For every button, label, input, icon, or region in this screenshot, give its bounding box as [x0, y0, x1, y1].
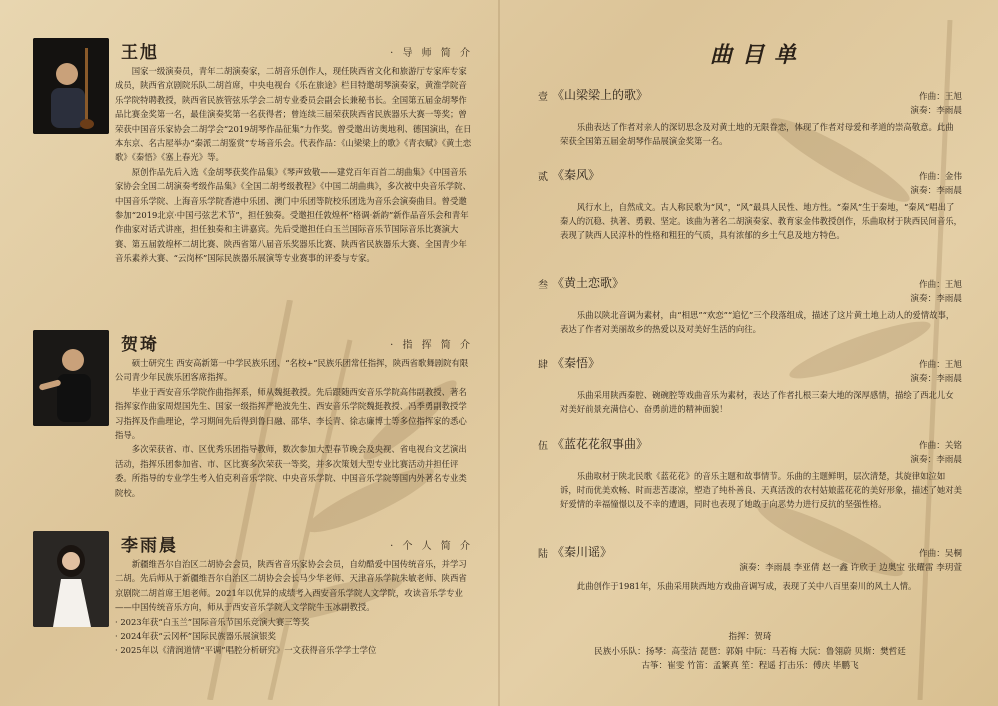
bio-paragraph: 硕士研究生 西安高新第一中学民族乐团、“名校+”民族乐团常任指挥，陕西省歌舞剧院有限公司青少年民族乐团客席指挥。 — [115, 358, 469, 383]
piece-meta — [910, 358, 962, 386]
piece-meta — [910, 90, 962, 118]
piece-description: 乐曲表达了作者对亲人的深切思念及对黄土地的无限眷恋，体现了作者对母爱和孝道的崇高敬意。此曲荣获全国第五届金胡琴作品展演金奖第一名。 — [560, 122, 954, 146]
program-piece — [538, 545, 962, 625]
bio-role: · 个 人 简 介 — [390, 541, 473, 552]
avatar-he-qi — [33, 330, 109, 426]
piece-number: 陆 — [538, 549, 548, 560]
piece-number: 肆 — [538, 360, 548, 371]
piece-description: 乐曲以陕北音调为素材，由“相思”“欢恋”“追忆”三个段落组成，描述了这片黄土地上动人的爱情故事，表达了作者对美丽故乡的热爱以及对美好生活的向往。 — [560, 310, 955, 334]
piece-performer: 演奏：李雨晨 — [910, 186, 962, 196]
piece-number: 叁 — [538, 280, 548, 291]
bio-paragraph: 新疆维吾尔自治区二胡协会会员，陕西省音乐家协会会员，自幼酷爱中国传统音乐，并学习二胡。先后师从于新疆维吾尔自治区二胡协会会长马少华老师、天津音乐学院朱敏老师、陕西省京剧院二胡首席王旭老师。2021年以优异的成绩考入西安音乐学院人文学院，攻读音乐学专业——中国传统音乐方向，师从于西安音乐学院人文学院牛玉冰副教授。 — [115, 559, 467, 613]
bio-role: · 指 挥 简 介 — [390, 340, 473, 351]
credit-conductor: 指挥：贺琦 — [728, 632, 772, 642]
piece-title: 《秦川谣》 — [552, 545, 613, 559]
program-piece — [538, 276, 962, 346]
piece-description: 此曲创作于1981年，乐曲采用陕西地方戏曲音调写成，表现了关中八百里秦川的风土人情。 — [576, 581, 917, 591]
credit-ensemble: 民族小乐队：扬琴：高莹洁 琵琶：郭娟 中阮：马若梅 大阮：鲁翎蔚 贝斯：樊哲廷 — [594, 646, 906, 657]
bio-paragraph: 原创作品先后入选《金胡琴获奖作品集》《琴声致敬——建党百年百首二胡曲集》《中国音乐家协会全国二胡演奏考级作品集》《全国二胡考级教程》《中国二胡曲典》，多次被中央音乐学院、中国音乐学院、上海音乐学院香港中乐团、澳门中乐团等院校乐团选为音乐会演奏曲目。曾受邀参加“2019北京·中国弓弦艺术节”，担任独奏。受邀担任敦煌杯“格调·新韵”新作品音乐会和青年作曲家对话式讲座，担任独奏和主讲嘉宾。先后受邀担任白玉兰国际音乐节国际音乐比赛演大赛、第五届敦煌杯二胡比赛、陕西省第八届音乐奖器乐比赛、陕西省民族器乐大赛、全国青少年音乐素养大赛、“云岗杯”国际民族器乐展演等专业赛事的评委与专家。 — [115, 166, 471, 264]
piece-number: 伍 — [538, 441, 548, 452]
piece-performer: 演奏：李雨晨 李亚倩 赵一鑫 许欣于 边奥宝 张耀雷 李玥萱 — [739, 563, 962, 573]
bio-he-qi — [33, 330, 473, 520]
piece-description: 乐曲取材于陕北民歌《蓝花花》的音乐主题和故事情节。乐曲的主题鲜明，层次清楚，其旋律如泣如诉，时而优美欢畅、时而悲苦凄凉，塑造了纯朴善良、天真活泼的农村姑娘蓝花花的美好形象，描述了她对美好爱情的幸福憧憬以及不幸的遭遇，同时也表现了她敢于向恶势力进行反抗的坚强性格。 — [560, 471, 962, 509]
bio-paragraph: 毕业于西安音乐学院作曲指挥系，师从魏挺教授。先后跟随西安音乐学院高伟副教授、著名指挥家作曲家周煜国先生、国家一级指挥严艳波先生、西安音乐学院魏挺教授、冯季勇副教授学习指挥及作曲理论，学习期间先后得到鲁日融、邵华、李长青、徐志廉博士等多位指挥家的悉心指导。 — [115, 386, 467, 441]
credits — [538, 630, 962, 674]
award-item: · 2025年以《清润道情“平调”唱腔分析研究》一文获得音乐学学士学位 — [115, 645, 377, 656]
piece-meta — [739, 547, 962, 575]
piece-composer: 作曲：王旭 — [919, 280, 962, 290]
program-piece — [538, 437, 962, 537]
bio-text — [115, 64, 473, 266]
piece-performer: 演奏：李雨晨 — [910, 455, 962, 465]
piece-composer: 作曲：吴桐 — [919, 549, 962, 559]
piece-title: 《山梁梁上的歌》 — [552, 88, 649, 102]
piece-title: 《秦悟》 — [552, 356, 601, 370]
piece-composer: 作曲：关铭 — [919, 441, 962, 451]
program-piece — [538, 356, 962, 426]
bio-name: 王旭 — [121, 43, 159, 63]
piece-composer: 作曲：王旭 — [919, 360, 962, 370]
piece-title: 《黄土恋歌》 — [552, 276, 625, 290]
program-piece — [538, 168, 962, 268]
piece-performer: 演奏：李雨晨 — [910, 294, 962, 304]
piece-description: 风行水上，自然成文。古人称民歌为“风”，“风”最具人民性、地方性。“秦风”生于秦地，“秦风”唱出了秦人的沉稳、执著、勇毅、坚定。该曲为著名二胡演奏家、教育家金伟教授创作，乐曲取材于陕西民间音乐，表现了陕西人民淳朴的性格和粗狂的气质，具有浓郁的乡土气息及地方特色。 — [560, 202, 962, 240]
bio-paragraph: 国家一级演奏员，青年二胡演奏家，二胡音乐创作人，现任陕西省文化和旅游厅专家库专家成员，陕西省京剧院乐队二胡首席，中央电视台《乐在旅途》栏目特邀胡琴演奏家，黄淮学院音乐学院特聘教授，陕西省民族管弦乐学会二胡专业委员会副会长兼秘书长。全国第五届金胡琴作品比赛金奖第一名，最佳演奏奖第一名获得者；曾连续三届荣获陕西省民族器乐大赛一等奖；曾荣获中国音乐家协会二胡学会“2019胡琴作品征集”力作奖。曾受邀出访奥地利、德国演出，在日本东京、名古屋举办“秦派二胡鉴赏”专场音乐会。代表作品：《山梁梁上的歌》《青衣赋》《黄土恋歌》《秦悟》《塞上春光》等。 — [115, 66, 472, 163]
piece-title: 《蓝花花叙事曲》 — [552, 437, 649, 451]
bio-name: 李雨晨 — [121, 536, 178, 556]
piece-composer: 作曲：金伟 — [919, 172, 962, 182]
piece-number: 壹 — [538, 92, 548, 103]
piece-title: 《秦风》 — [552, 168, 601, 182]
bio-role: · 导 师 简 介 — [390, 48, 473, 59]
bio-name: 贺琦 — [121, 335, 159, 355]
bio-wang-xu — [33, 38, 473, 298]
credit-ensemble-2: 古筝：崔雯 竹笛：孟繁真 笙：程遥 打击乐：傅庆 毕鹏飞 — [641, 661, 859, 671]
bio-li-yuchen — [33, 531, 473, 701]
bio-text — [115, 356, 473, 500]
piece-performer: 演奏：李雨晨 — [910, 374, 962, 384]
avatar-li-yuchen — [33, 531, 109, 627]
program-title: 曲目单 — [710, 42, 807, 68]
piece-meta — [910, 278, 962, 306]
piece-meta — [910, 170, 962, 198]
program-piece — [538, 88, 962, 158]
award-item: · 2023年获“白玉兰”国际音乐节国乐竞演大赛三等奖 — [115, 616, 310, 627]
award-item: · 2024年获“云冈杯”国际民族器乐展演银奖 — [115, 631, 276, 642]
bio-text — [115, 557, 473, 658]
bio-paragraph: 多次荣获省、市、区优秀乐团指导教师，数次参加大型春节晚会及央视、省电视台文艺演出活动，指挥乐团参加省、市、区比赛多次荣获一等奖，并多次策划大型专业比赛活动并担任评委。所指导的专业学生考入伯克利音乐学院、中央音乐学院、中国音乐学院等国内外著名专业类院校。 — [115, 444, 467, 498]
piece-description: 乐曲采用陕西秦腔、碗碗腔等戏曲音乐为素材，表达了作者扎根三秦大地的深厚感情，描绘了西北儿女对美好前景充满信心、奋勇前进的精神面貌！ — [560, 390, 954, 414]
avatar-wang-xu — [33, 38, 109, 134]
piece-composer: 作曲：王旭 — [919, 92, 962, 102]
piece-number: 贰 — [538, 172, 548, 183]
piece-performer: 演奏：李雨晨 — [910, 106, 962, 116]
piece-meta — [910, 439, 962, 467]
